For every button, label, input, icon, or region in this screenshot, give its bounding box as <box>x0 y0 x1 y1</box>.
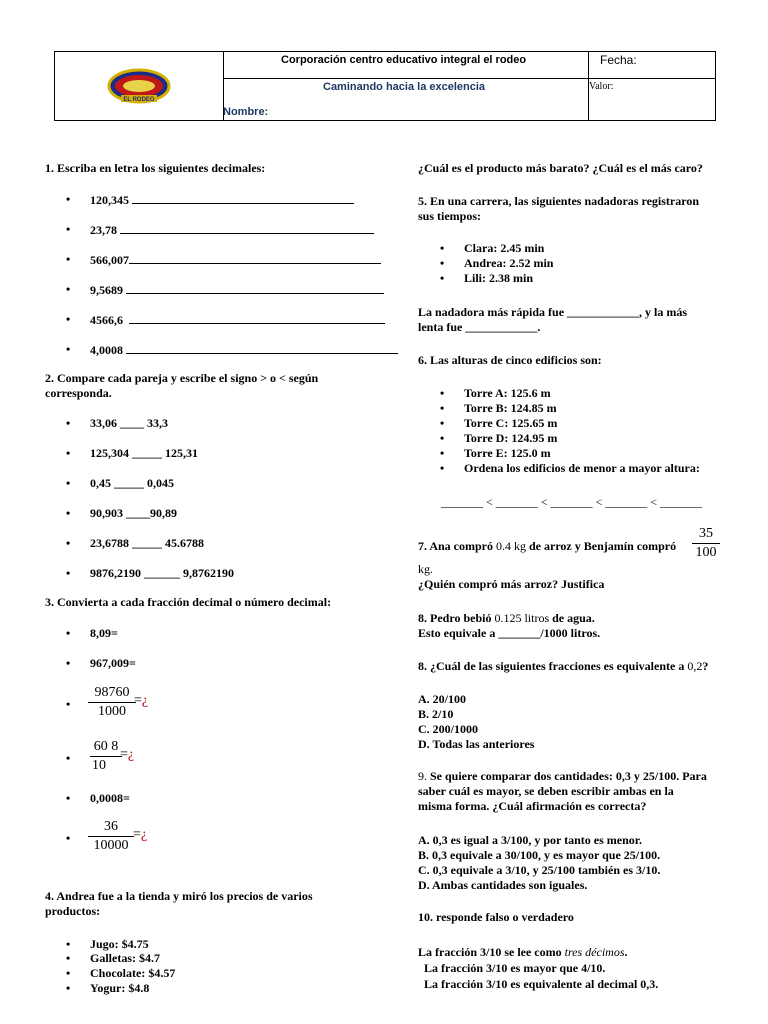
bullet: • <box>440 241 445 255</box>
logo-cell <box>55 52 224 120</box>
q3-item: 967,009= <box>90 656 136 670</box>
q1-item: 9,5689 <box>90 282 384 297</box>
q1-item: 120,345 <box>90 192 354 207</box>
q9-option: A. 0,3 es igual a 3/100, y por tanto es menor. <box>418 833 643 847</box>
bullet: • <box>66 476 71 490</box>
bullet: • <box>66 697 71 711</box>
q2-title: 2. Compare cada pareja y escribe el signo > o < según <box>45 371 319 385</box>
q7-kg: kg. <box>418 562 433 576</box>
q5-answer-1: La nadadora más rápida fue ____________, y la más <box>418 305 688 319</box>
bullet: • <box>440 386 445 400</box>
q2-item: 125,304 _____ 125,31 <box>90 446 198 460</box>
q4-item: Jugo: $4.75 <box>90 937 149 951</box>
q6-title: 6. Las alturas de cinco edificios son: <box>418 353 602 367</box>
q8b-title: 8. ¿Cuál de las siguientes fracciones es equivalente a 0,2? <box>418 659 709 673</box>
bullet: • <box>66 252 71 266</box>
q2-item: 90,903 ____90,89 <box>90 506 177 520</box>
date-cell <box>588 52 715 120</box>
q5-title: 5. En una carrera, las siguientes nadadoras registraron <box>418 194 700 208</box>
bullet: • <box>440 401 445 415</box>
q9-title-2: saber cuál es mayor, se deben escribir ambas en la <box>418 784 674 798</box>
q1-item: 23,78 <box>90 222 374 237</box>
q1-title: 1. Escriba en letra los siguientes decimales: <box>45 161 266 175</box>
header-table <box>54 51 716 121</box>
bullet: • <box>66 192 71 206</box>
school-logo <box>55 52 223 120</box>
q4-item: Chocolate: $4.57 <box>90 966 176 980</box>
bullet: • <box>66 981 71 995</box>
bullet: • <box>66 282 71 296</box>
fraction-2-answer: =¿ <box>120 747 135 762</box>
q3-item: 0,0008= <box>90 791 130 805</box>
q1-item: 566,007 <box>90 252 381 267</box>
bullet: • <box>66 506 71 520</box>
q6-item: Torre E: 125.0 m <box>464 446 551 460</box>
q6-item: Torre C: 125.65 m <box>464 416 558 430</box>
bullet: • <box>66 626 71 640</box>
q1-item: 4566,6 <box>90 312 385 327</box>
motto: Caminando hacia la excelencia <box>323 81 486 93</box>
bullet: • <box>66 536 71 550</box>
q9-title-1: 9. Se quiere comparar dos cantidades: 0,3 y 25/100. Para <box>418 769 707 783</box>
q5-item: Clara: 2.45 min <box>464 241 545 255</box>
q8b-option: D. Todas las anteriores <box>418 737 535 751</box>
q5-title-2: sus tiempos: <box>418 209 482 223</box>
q7-fraction: $\frac{35}{100}$ <box>692 525 720 562</box>
q7-title: 7. Ana compró 0.4 kg de arroz y Benjamín compró <box>418 539 677 553</box>
q3-item: 8,09= <box>90 626 118 640</box>
bullet: • <box>66 566 71 580</box>
q2-item: 33,06 ____ 33,3 <box>90 416 168 430</box>
q5-answer-2: lenta fue ____________. <box>418 320 541 334</box>
bullet: • <box>66 966 71 980</box>
name-label: Nombre: <box>223 106 269 118</box>
q5-item: Andrea: 2.52 min <box>464 256 554 270</box>
q8b-option: C. 200/1000 <box>418 722 478 736</box>
bullet: • <box>66 937 71 951</box>
q9-option: C. 0,3 equivale a 3/10, y 25/100 también es 3/10. <box>418 863 661 877</box>
bullet: • <box>440 446 445 460</box>
q6-order-line: _______ < _______ < _______ < _______ < _______ <box>441 495 703 509</box>
bullet: • <box>66 751 71 765</box>
q4-item: Galletas: $4.7 <box>90 951 160 965</box>
q7-question: ¿Quién compró más arroz? Justifica <box>418 577 605 591</box>
fraction-1-answer: =¿ <box>134 693 149 708</box>
q2-item: 0,45 _____ 0,045 <box>90 476 174 490</box>
q2-item: 9876,2190 ______ 9,8762190 <box>90 566 234 580</box>
q4-item: Yogur: $4.8 <box>90 981 150 995</box>
q6-item: Torre D: 124.95 m <box>464 431 558 445</box>
fraction-3-answer: =¿ <box>133 827 148 842</box>
q9-title-3: misma forma. ¿Cuál afirmación es correcta? <box>418 799 647 813</box>
school-name: Corporación centro educativo integral el rodeo <box>281 54 527 66</box>
bullet: • <box>66 791 71 805</box>
q4-question: ¿Cuál es el producto más barato? ¿Cuál es el más caro? <box>418 161 703 175</box>
q4-title-2: productos: <box>45 904 101 918</box>
bullet: • <box>66 951 71 965</box>
fraction-2: $\frac{60 8}{10}$ <box>90 738 122 775</box>
bullet: • <box>440 431 445 445</box>
q9-option: D. Ambas cantidades son iguales. <box>418 878 588 892</box>
logo-text: EL RODEO <box>123 97 155 103</box>
q4-title: 4. Andrea fue a la tienda y miró los precios de varios <box>45 889 313 903</box>
bullet: • <box>440 256 445 270</box>
bullet: • <box>66 222 71 236</box>
bullet: • <box>66 312 71 326</box>
q10-title: 10. responde falso o verdadero <box>418 910 574 924</box>
q6-item: Torre B: 124.85 m <box>464 401 557 415</box>
q8a-line-2: Esto equivale a _______/1000 litros. <box>418 626 601 640</box>
q2-item: 23,6788 _____ 45.6788 <box>90 536 204 550</box>
q5-item: Lili: 2.38 min <box>464 271 534 285</box>
q1-item: 4,0008 <box>90 342 398 357</box>
bullet: • <box>66 416 71 430</box>
title-cell <box>223 52 589 120</box>
q8b-option: B. 2/10 <box>418 707 454 721</box>
date-label: Fecha: <box>600 53 637 67</box>
q8b-option: A. 20/100 <box>418 692 466 706</box>
q10-statement: La fracción 3/10 se lee como tres décimos. <box>418 945 628 959</box>
q10-statement: La fracción 3/10 es equivalente al decimal 0,3. <box>424 977 659 991</box>
bullet: • <box>66 342 71 356</box>
q3-title: 3. Convierta a cada fracción decimal o número decimal: <box>45 595 332 609</box>
q6-item: Ordena los edificios de menor a mayor altura: <box>464 461 700 475</box>
bullet: • <box>440 416 445 430</box>
q6-item: Torre A: 125.6 m <box>464 386 551 400</box>
fraction-1: $\frac{98760}{1000}$ <box>88 684 136 721</box>
fraction-3: $\frac{36}{10000}$ <box>88 818 134 855</box>
q8a-line-1: 8. Pedro bebió 0.125 litros de agua. <box>418 611 595 625</box>
bullet: • <box>440 271 445 285</box>
q9-option: B. 0,3 equivale a 30/100, y es mayor que 25/100. <box>418 848 661 862</box>
bullet: • <box>66 831 71 845</box>
q2-title-2: corresponda. <box>45 386 112 400</box>
bullet: • <box>440 461 445 475</box>
q10-statement: La fracción 3/10 es mayor que 4/10. <box>424 961 606 975</box>
bullet: • <box>66 656 71 670</box>
value-label: Valor: <box>589 81 614 92</box>
bullet: • <box>66 446 71 460</box>
